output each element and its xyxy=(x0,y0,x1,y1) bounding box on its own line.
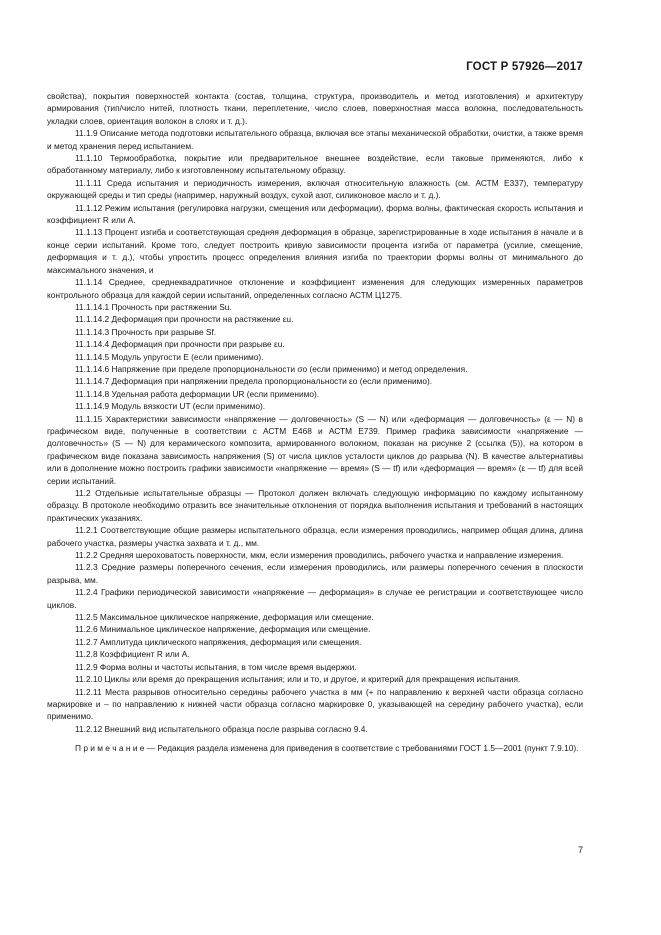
paragraph-11-1-14-7: 11.1.14.7 Деформация при напряжении предела пропорциональности εo (если применимо). xyxy=(75,376,433,387)
paragraph-11-1-14-5: 11.1.14.5 Модуль упругости E (если применимо). xyxy=(75,351,264,362)
paragraph-11-2-10: 11.2.10 Циклы или время до прекращения испытания; или и то, и другое, и критерий для прекращения испытания. xyxy=(75,674,521,685)
paragraph-11-1-14-3: 11.1.14.3 Прочность при разрыве Sf. xyxy=(75,326,217,337)
paragraph-11-2-11: 11.2.11 Места разрывов относительно середины рабочего участка в мм (+ по направлению к верхней части образца согласно маркировке и – по направлению к нижней части образца согласно маркировке 0, указывающей на середину рабочего участка), если применимо. xyxy=(47,686,583,722)
paragraph-11-2: 11.2 Отдельные испытательные образцы — Протокол должен включать следующую информацию по каждому испытанному образцу. В протоколе необходимо отразить все значительные отклонения от порядка выполнения испытания и требований в настоящих практических указаниях. xyxy=(47,488,583,523)
paragraph-11-2-2: 11.2.2 Средняя шероховатость поверхности, мкм, если измерения проводились, рабочего участка и направление измерения. xyxy=(75,550,564,561)
document-body xyxy=(47,90,583,755)
paragraph-11-1-14-2: 11.1.14.2 Деформация при прочности на растяжение εu. xyxy=(75,314,294,325)
paragraph-11-1-9: 11.1.9 Описание метода подготовки испытательного образца, включая все этапы механической обработки, очистки, а также время и метод хранения перед испытанием. xyxy=(47,128,583,151)
paragraph-continuation: свойства), покрытия поверхностей контакта (состав, толщина, структура, производитель и метод изготовления) и архитектуру армирования (тип/число нитей, плотность ткани, переплетение, число слоев, поверхностная масса волокна, последовательность укладки слоев, ориентация волокон в слоях и т. д.). xyxy=(47,91,583,126)
paragraph-11-2-7: 11.2.7 Амплитуда циклического напряжения, деформация или смещения. xyxy=(75,636,362,647)
paragraph-11-1-10: 11.1.10 Термообработка, покрытие или предварительное внешнее воздействие, если таковые применяются, либо к обработанному материалу, либо к изготовленному испытательному образцу. xyxy=(47,153,583,176)
paragraph-11-1-14-6: 11.1.14.6 Напряжение при пределе пропорциональности σo (если применимо) и метод определения. xyxy=(75,363,468,374)
paragraph-11-1-14-1: 11.1.14.1 Прочность при растяжении Su. xyxy=(75,301,232,312)
paragraph-11-2-5: 11.2.5 Максимальное циклическое напряжение, деформация или смещение. xyxy=(75,612,374,623)
paragraph-11-1-14-8: 11.1.14.8 Удельная работа деформации UR (если применимо). xyxy=(75,388,320,399)
paragraph-11-1-15: 11.1.15 Характеристики зависимости «напряжение — долговечность» (S — N) или «деформация — долговечность» (ε — N) в графическом виде, полученные в соответствии с АСТМ Е468 и АСТМ Е739. Пример графика зависимости «напряжение — долговечность» (S — N) для керамического композита, армированного волокном, показан на рисунке 2 (ссылка (5)), на котором в графическом виде показана зависимость напряжения (S) от числа циклов усталости циклов до разрыва (N). В качестве альтернативы или в дополнение можно построить графики зависимости «напряжение — время» (S — tf) или «деформация — время» (ε — tf) для всей серии испытаний. xyxy=(47,413,583,486)
paragraph-11-2-3: 11.2.3 Средние размеры поперечного сечения, если измерения проводились, или размеры поперечного сечения в плоскости разрыва, мм. xyxy=(47,562,583,585)
paragraph-11-2-1: 11.2.1 Соответствующие общие размеры испытательного образца, если измерения проводились, например общая длина, длина рабочего участка, размеры участка захвата и т. д., мм. xyxy=(47,525,583,548)
paragraph-11-1-11: 11.1.11 Среда испытания и периодичность измерения, включая относительную влажность (см. АСТМ Е337), температуру окружающей среды и тип среды (например, наружный воздух, сухой азот, силиконовое масло и т. д.). xyxy=(47,177,583,201)
paragraph-11-1-14: 11.1.14 Среднее, среднеквадратичное отклонение и коэффициент изменения для следующих измеренных параметров контрольного образца для каждой серии испытаний, определенных согласно АСТМ Ц1275. xyxy=(47,277,583,300)
paragraph-11-1-13: 11.1.13 Процент изгиба и соответствующая средняя деформация в образце, зарегистрированные в ходе испытания в начале и в конце серии испытаний. Кроме того, следует построить кривую зависимости процента изгиба от параметра (усилие, смещение, деформация и т. д.), чтобы упростить процесс определения влияния изгиба по траектории формы волны от минимального до максимального значения, и xyxy=(47,227,583,275)
editorial-note: П р и м е ч а н и е — Редакция раздела изменена для приведения в соответствие с требованиями ГОСТ 1.5—2001 (пункт 7.9.10). xyxy=(75,743,579,754)
paragraph-11-1-14-4: 11.1.14.4 Деформация при прочности при разрыве εu. xyxy=(75,339,285,350)
page-number: 7 xyxy=(577,845,583,855)
paragraph-11-2-8: 11.2.8 Коэффициент R или A. xyxy=(75,649,190,660)
document-code-header: ГОСТ Р 57926—2017 xyxy=(466,61,583,73)
paragraph-11-2-6: 11.2.6 Минимальное циклическое напряжение, деформация или смещение. xyxy=(75,624,371,635)
paragraph-11-1-14-9: 11.1.14.9 Модуль вязкости UT (если применимо). xyxy=(75,401,266,412)
paragraph-11-2-9: 11.2.9 Форма волны и частоты испытания, в том числе время выдержки. xyxy=(75,661,357,672)
paragraph-11-1-12: 11.1.12 Режим испытания (регулировка нагрузки, смещения или деформации), форма волны, фактическая скорость испытания и коэффициент R или A. xyxy=(47,202,583,226)
paragraph-11-2-12: 11.2.12 Внешний вид испытательного образца после разрыва согласно 9.4. xyxy=(75,723,368,734)
paragraph-11-2-4: 11.2.4 Графики периодической зависимости «напряжение — деформация» в случае ее регистрации и соответствующее число циклов. xyxy=(47,587,583,610)
